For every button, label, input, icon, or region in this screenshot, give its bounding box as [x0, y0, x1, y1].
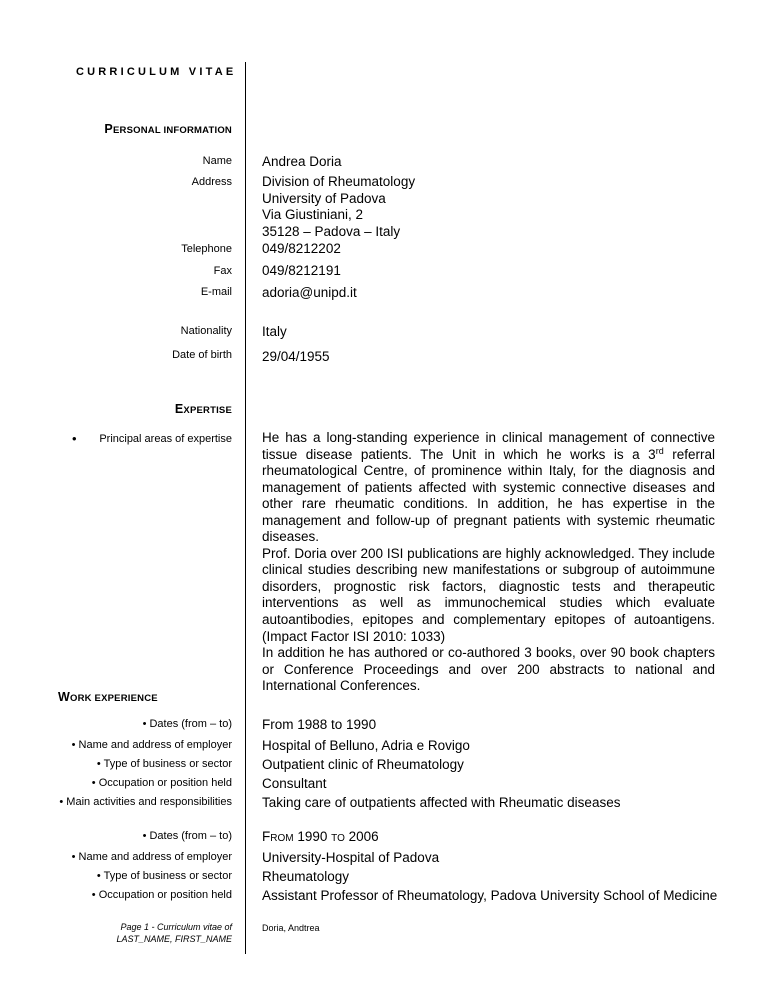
section-heading-personal: PERSONAL INFORMATION: [104, 122, 232, 136]
job1-activities: Taking care of outpatients affected with Rheumatic diseases: [262, 795, 621, 810]
expertise-paragraph: Prof. Doria over 200 ISI publications are highly acknowledged. They include clinical studies describing new manifestations or subgroup of autoimmune disorders, prognostic risk factors, diagnostic tests and therapeutic interventions as well as immunochemical studies which evaluate autoantibodies, epitopes and complementary epitopes of autoantigens. (Impact Factor ISI 2010: 1033): [262, 545, 715, 644]
job2-position: Assistant Professor of Rheumatology, Padova University School of Medicine: [262, 888, 718, 903]
label-position: • Occupation or position held: [91, 777, 232, 789]
expertise-paragraph: In addition he has authored or co-authored 3 books, over 90 book chapters or Conference Proceedings and over 200 abstracts to national and International Conferences.: [262, 645, 715, 694]
bullet-icon: •: [72, 431, 77, 446]
label-employer: • Name and address of employer: [71, 851, 232, 863]
label-dates: • Dates (from – to): [142, 830, 232, 842]
label-address: Address: [191, 176, 232, 188]
label-business: • Type of business or sector: [96, 870, 232, 882]
job2-business: Rheumatology: [262, 869, 350, 884]
label-fax: Fax: [213, 265, 232, 277]
label-name: Name: [202, 155, 232, 167]
label-telephone: Telephone: [181, 243, 232, 255]
job2-dates: FROM 1990 TO 2006: [262, 829, 379, 844]
value-fax: 049/8212191: [262, 263, 341, 278]
label-position: • Occupation or position held: [91, 889, 232, 901]
job1-position: Consultant: [262, 776, 327, 791]
column-divider: [245, 62, 246, 954]
value-telephone: 049/8212202: [262, 241, 341, 256]
section-heading-work: WORK EXPERIENCE: [58, 690, 158, 704]
job1-business: Outpatient clinic of Rheumatology: [262, 757, 464, 772]
job1-employer: Hospital of Belluno, Adria e Rovigo: [262, 738, 470, 753]
address-line: Division of Rheumatology: [262, 174, 416, 189]
value-email: adoria@unipd.it: [262, 285, 357, 300]
address-line: Via Giustiniani, 2: [262, 207, 364, 222]
label-email: E-mail: [200, 286, 232, 298]
job1-dates: From 1988 to 1990: [262, 717, 377, 732]
page-footer-right: Doria, Andtrea: [262, 923, 320, 933]
address-line: 35128 – Padova – Italy: [262, 223, 401, 239]
label-employer: • Name and address of employer: [71, 739, 232, 751]
value-name: Andrea Doria: [262, 154, 342, 169]
label-activities: • Main activities and responsibilities: [59, 796, 232, 808]
job2-employer: University-Hospital of Padova: [262, 850, 440, 865]
document-title: CURRICULUM VITAE: [76, 66, 237, 78]
value-nationality: Italy: [262, 324, 287, 339]
label-business: • Type of business or sector: [96, 758, 232, 770]
label-expertise-areas: Principal areas of expertise: [99, 433, 232, 445]
value-date-of-birth: 29/04/1955: [262, 349, 330, 364]
label-dates: • Dates (from – to): [142, 718, 232, 730]
expertise-text: [262, 430, 715, 695]
address-line: University of Padova: [262, 190, 386, 206]
expertise-paragraph: He has a long-standing experience in clinical management of connective tissue disease patients. The Unit in which he works is a 3rd referral rheumatological Centre, of prominence within Italy, for the diagnosis and management of patients affected with systemic connective diseases and other rare rheumatic conditions. In addition, he has expertise in the management and follow-up of pregnant patients with systemic rheumatic diseases.: [262, 430, 716, 545]
section-heading-expertise: EXPERTISE: [174, 402, 232, 416]
page-footer-left: Page 1 - Curriculum vitae of LAST_NAME, FIRST_NAME: [116, 922, 232, 944]
label-date-of-birth: Date of birth: [172, 349, 232, 361]
value-address: [262, 174, 415, 240]
label-nationality: Nationality: [180, 325, 232, 337]
